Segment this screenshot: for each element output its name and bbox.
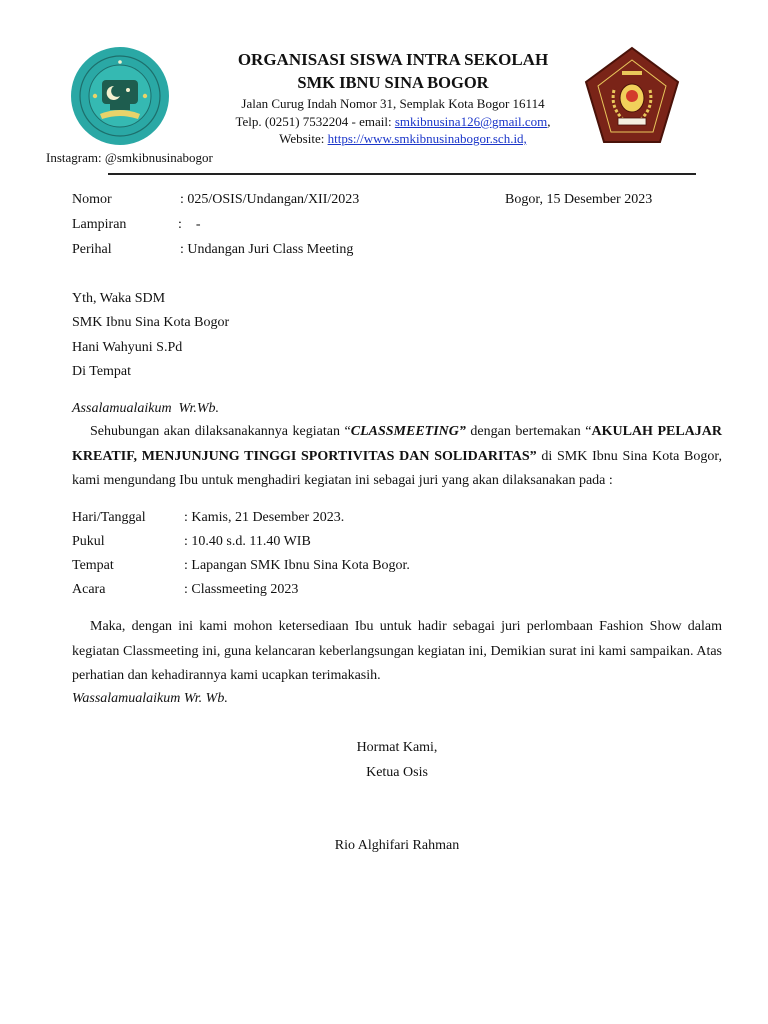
opening-greeting: Assalamualaikum Wr.Wb. bbox=[72, 401, 219, 416]
perihal-label: Perihal bbox=[72, 242, 112, 257]
request-paragraph: Maka, dengan ini kami mohon ketersediaan Ibu untuk hadir sebagai juri perlombaan Fashion Show dalam kegiatan Classmeeting ini, guna kelancaran keberlangsungan kegiatan ini, Demikian surat ini kami sampaikan. Atas perhatian dan kehadirannya kami ucapkan terimakasih. bbox=[72, 619, 722, 683]
website-label: Website: bbox=[279, 131, 328, 146]
p1-text-a: Sehubungan akan dilaksanakannya kegiatan “ bbox=[90, 424, 351, 439]
closing-greeting: Wassalamualaikum Wr. Wb. bbox=[72, 691, 228, 706]
school-name: SMK IBNU SINA BOGOR bbox=[297, 73, 489, 92]
org-name: ORGANISASI SISWA INTRA SEKOLAH bbox=[237, 50, 549, 69]
signature-closing: Hormat Kami, bbox=[356, 740, 438, 755]
contact-line bbox=[0, 114, 768, 130]
recipient-name: Hani Wahyuni S.Pd bbox=[72, 340, 183, 355]
signature-role: Ketua Osis bbox=[366, 765, 428, 780]
website-line bbox=[0, 131, 768, 147]
detail-label-time: Pukul bbox=[72, 534, 105, 549]
recipient-place: Di Tempat bbox=[72, 364, 132, 379]
p1-text-c: dengan bertemakan “ bbox=[465, 424, 592, 439]
lampiran-value: : - bbox=[178, 217, 201, 232]
perihal-value: : Undangan Juri Class Meeting bbox=[180, 242, 354, 257]
email-link[interactable]: smkibnusina126@gmail.com bbox=[394, 114, 548, 129]
nomor-value: : 025/OSIS/Undangan/XII/2023 bbox=[180, 192, 360, 207]
detail-label-event: Acara bbox=[72, 582, 106, 597]
nomor-label: Nomor bbox=[72, 192, 112, 207]
school-address: Jalan Curug Indah Nomor 31, Semplak Kota Bogor 16114 bbox=[241, 96, 545, 111]
phone-text: Telp. (0251) 7532204 - email: bbox=[235, 114, 395, 129]
website-link[interactable]: https://www.smkibnusinabogor.sch.id, bbox=[327, 131, 527, 146]
p1-text-e: di SMK Ibnu Sina Kota Bogor, kami mengundang Ibu untuk menghadiri kegiatan ini sebagai juri yang akan dilaksanakan pada : bbox=[72, 448, 722, 488]
invitation-paragraph bbox=[72, 420, 722, 494]
detail-label-place: Tempat bbox=[72, 558, 114, 573]
contact-suffix: , bbox=[547, 114, 551, 129]
signatory-name: Rio Alghifari Rahman bbox=[334, 838, 460, 853]
detail-label-date: Hari/Tanggal bbox=[72, 510, 146, 525]
place-date: Bogor, 15 Desember 2023 bbox=[505, 192, 653, 207]
recipient-title: Yth, Waka SDM bbox=[72, 291, 166, 306]
detail-value-time: : 10.40 s.d. 11.40 WIB bbox=[184, 534, 311, 549]
detail-value-date: : Kamis, 21 Desember 2023. bbox=[184, 510, 345, 525]
recipient-school: SMK Ibnu Sina Kota Bogor bbox=[72, 315, 230, 330]
event-theme: AKULAH PELAJAR KREATIF, MENJUNJUNG TINGGI SPORTIVITAS DAN SOLIDARITAS” bbox=[72, 424, 722, 464]
detail-value-place: : Lapangan SMK Ibnu Sina Kota Bogor. bbox=[184, 558, 410, 573]
instagram-handle: Instagram: @smkibnusinabogor bbox=[46, 150, 213, 165]
header-divider bbox=[108, 173, 696, 175]
event-name: CLASSMEETING” bbox=[350, 424, 466, 439]
lampiran-label: Lampiran bbox=[72, 217, 127, 232]
detail-value-event: : Classmeeting 2023 bbox=[184, 582, 299, 597]
